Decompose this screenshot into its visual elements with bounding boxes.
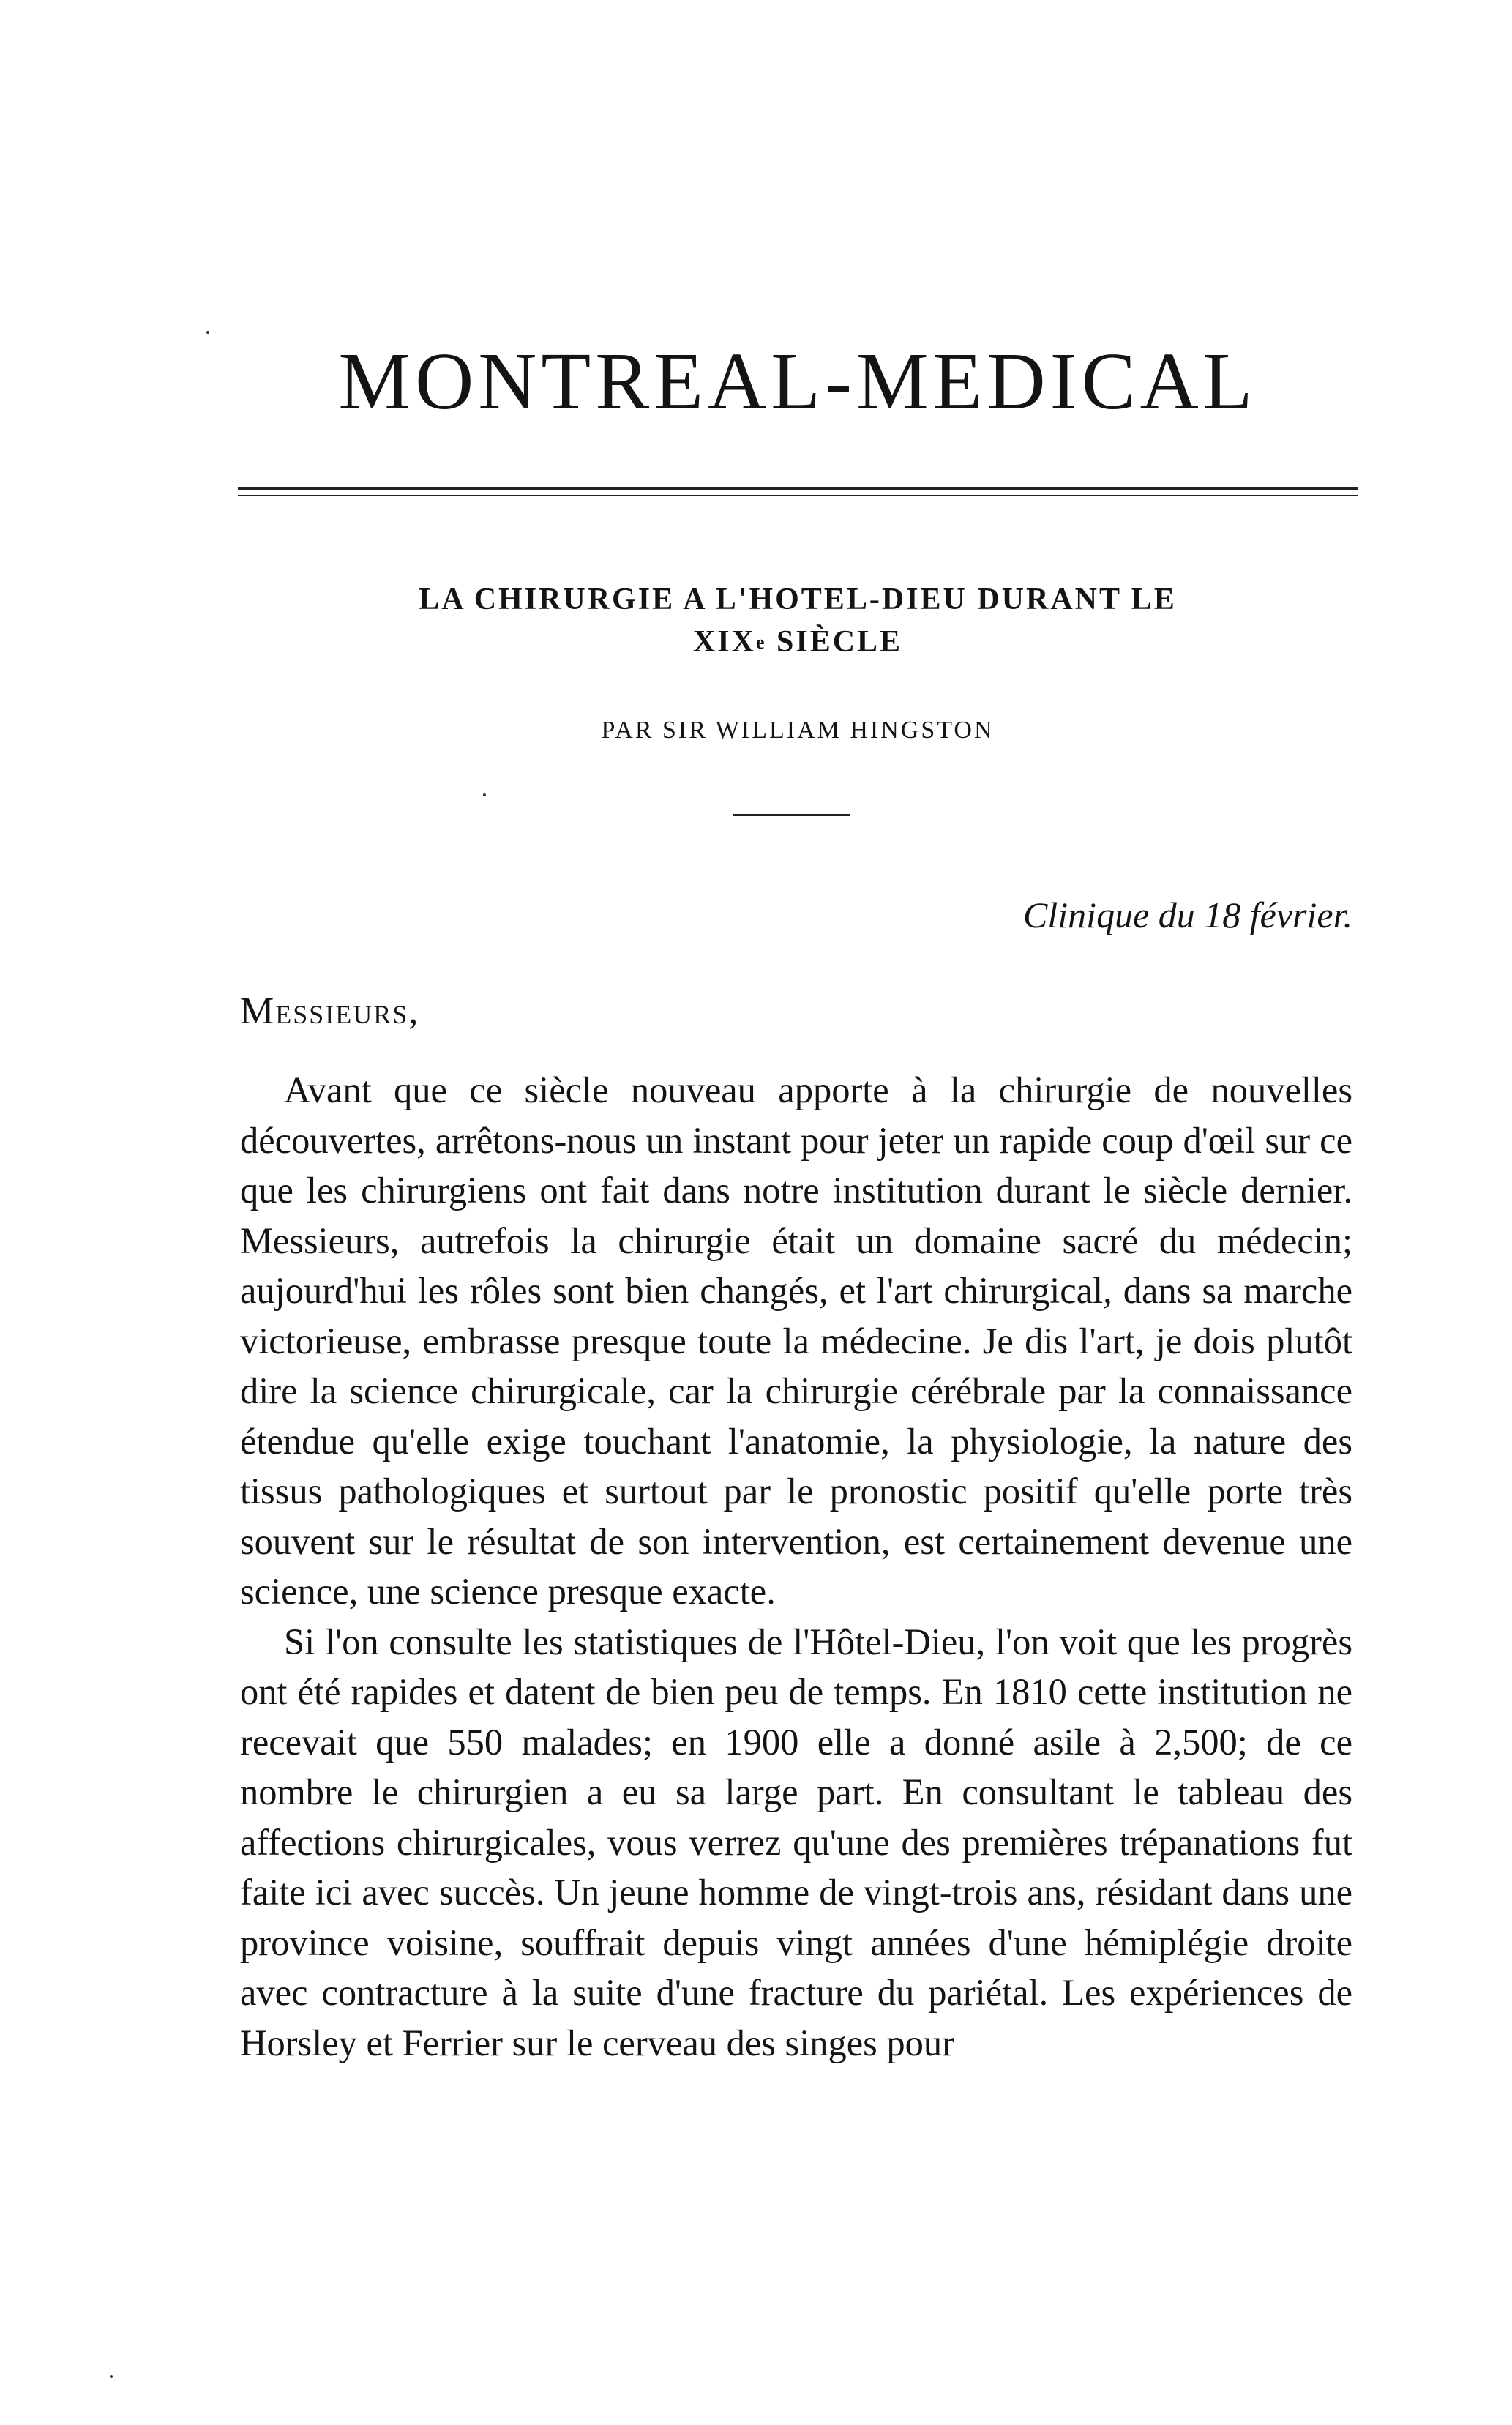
section-divider xyxy=(733,814,850,816)
article-title xyxy=(234,578,1361,664)
article-title-line-2 xyxy=(234,621,1361,664)
title-rule-thin xyxy=(238,495,1358,496)
scan-speck xyxy=(206,331,209,334)
article-body xyxy=(240,1065,1352,2068)
article-title-century: XIX xyxy=(692,625,756,659)
clinic-dateline: Clinique du 18 février. xyxy=(1023,894,1352,935)
article-title-siecle: SIÈCLE xyxy=(766,625,903,659)
salutation: Messieurs, xyxy=(240,990,420,1032)
body-paragraph-1: Avant que ce siècle nouveau apporte à la chirurgie de nouvelles découvertes, arrêtons-nous un instant pour jeter un rapide coup d'œil sur ce que les chirurgiens ont fait dans notre institution durant le siècle dernier. Messieurs, autrefois la chirurgie était un domaine sacré du médecin; aujourd'hui les rôles sont bien changés, et l'art chirurgical, dans sa marche victorieuse, embrasse presque toute la médecine. Je dis l'art, je dois plutôt dire la science chirurgicale, car la chirurgie cérébrale par la connaissance étendue qu'elle exige touchant l'anatomie, la physiologie, la nature des tissus pathologiques et surtout par le pronostic positif qu'elle porte très souvent sur le résultat de son intervention, est certainement devenue une science, une science presque exacte. xyxy=(240,1069,1352,1612)
scan-speck xyxy=(483,793,486,796)
article-title-superscript: e xyxy=(755,632,767,653)
scan-speck xyxy=(110,2375,113,2378)
article-title-line-1: LA CHIRURGIE A L'HOTEL-DIEU DURANT LE xyxy=(419,583,1177,616)
body-paragraph-2: Si l'on consulte les statistiques de l'Hôtel-Dieu, l'on voit que les progrès ont été rapides et datent de bien peu de temps. En 1810 cette institution ne recevait que 550 malades; en 1900 elle a donné asile à 2,500; de ce nombre le chirurgien a eu sa large part. En consultant le tableau des affections chirurgicales, vous verrez qu'une des premières trépanations fut faite ici avec succès. Un jeune homme de vingt-trois ans, résidant dans une province voisine, souffrait depuis vingt années d'une hémiplégie droite avec contracture à la suite d'une fracture du pariétal. Les expériences de Horsley et Ferrier sur le cerveau des singes pour xyxy=(240,1621,1352,2063)
journal-title: MONTREAL-MEDICAL xyxy=(338,337,1257,427)
title-rule-thick xyxy=(238,487,1358,490)
author-byline: PAR SIR WILLIAM HINGSTON xyxy=(601,717,995,744)
